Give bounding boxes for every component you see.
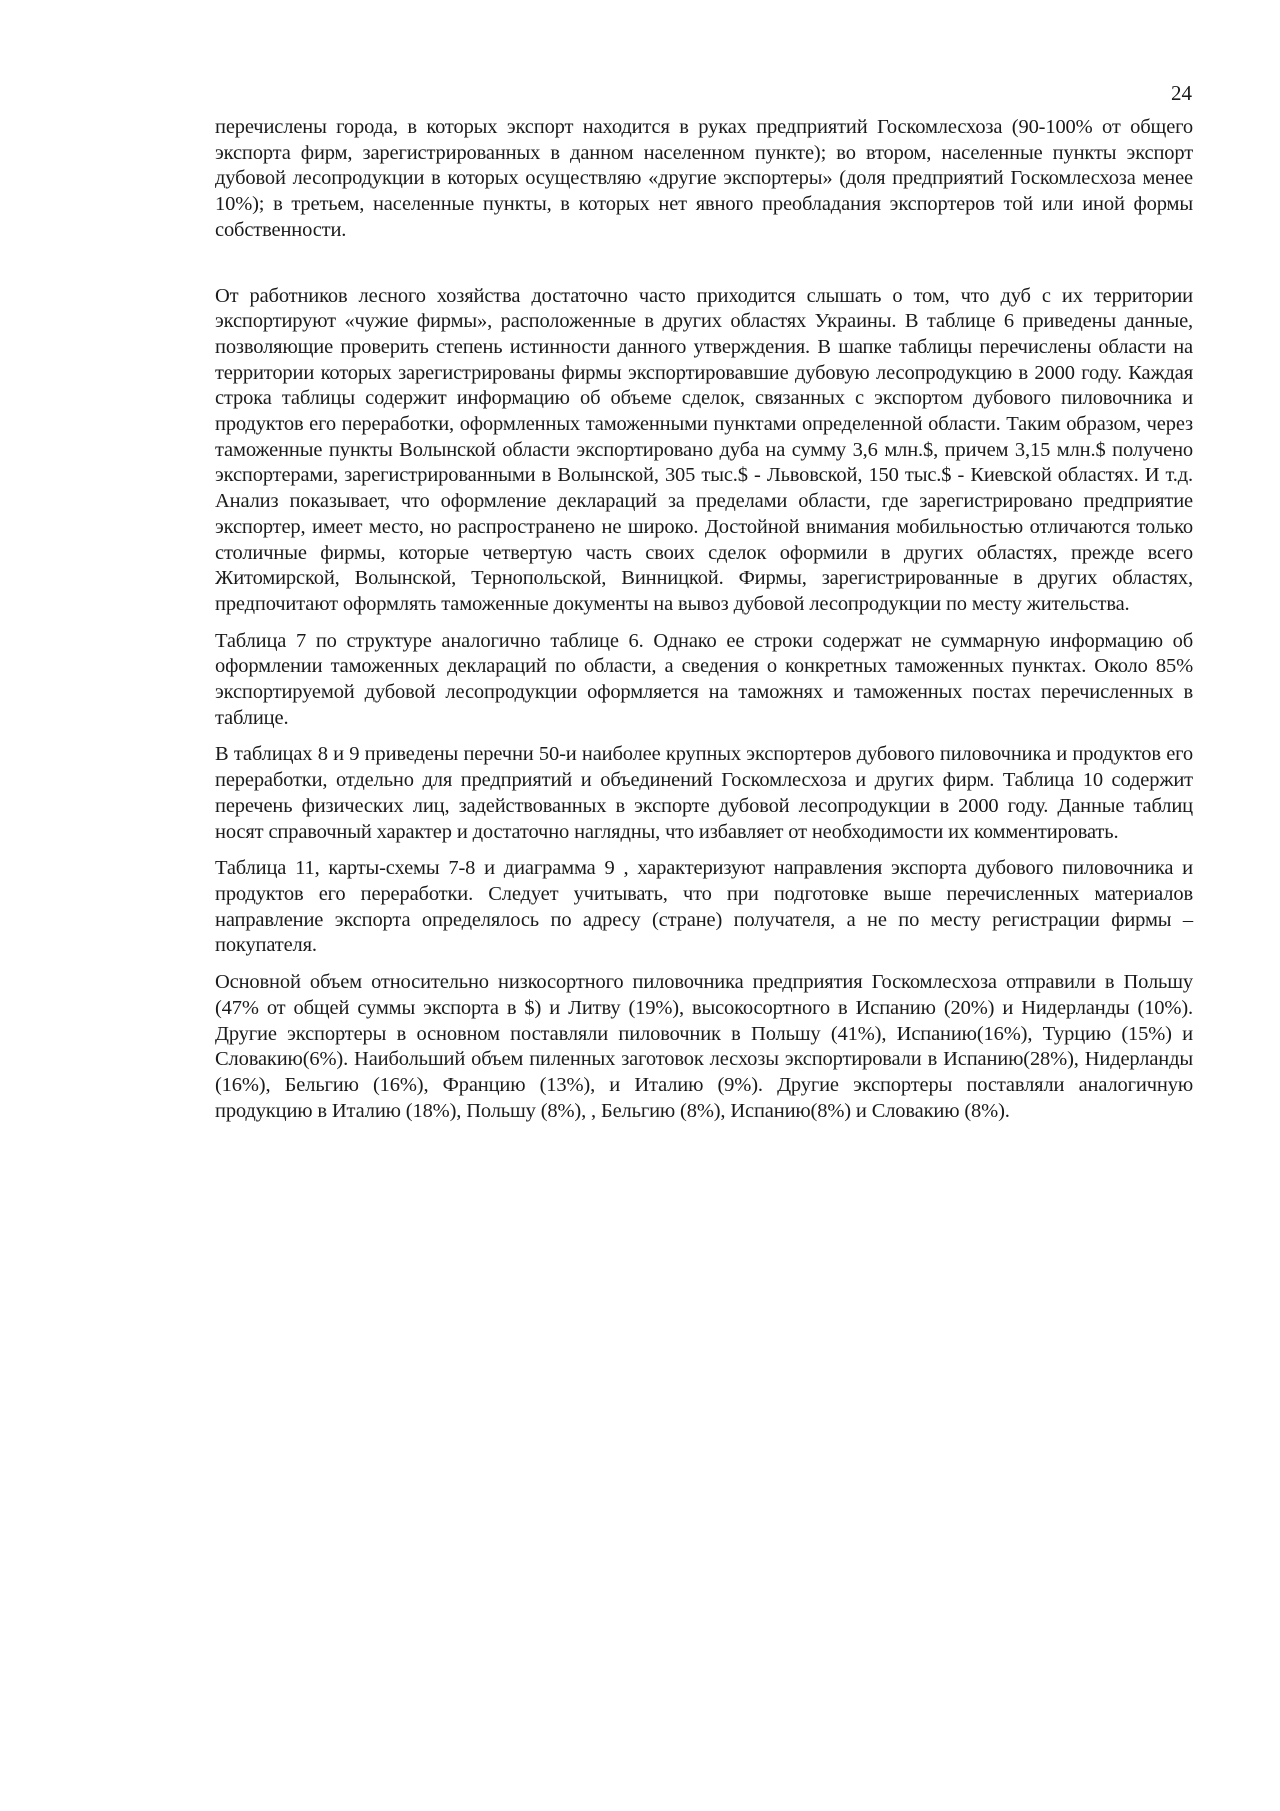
paragraph-spacer bbox=[215, 959, 1193, 970]
document-body bbox=[215, 115, 1193, 1124]
page-number: 24 bbox=[1171, 81, 1192, 105]
paragraph-spacer bbox=[215, 731, 1193, 742]
paragraph-spacer bbox=[215, 244, 1193, 284]
paragraph-city-groups: перечислены города, в которых экспорт находится в руках предприятий Госкомлесхоза (90-100% от общего экспорта фирм, зарегистрированных в данном населенном пункте); во втором, населенные пункты экспорт дубовой лесопродукции в которых осуществляю «другие экспортеры» (доля предприятий Госкомлесхоза менее 10%); в третьем, населенные пункты, в которых нет явного преобладания экспортеров той или иной формы собственности. bbox=[215, 116, 1193, 241]
paragraph-tables-8-10: В таблицах 8 и 9 приведены перечни 50-и наиболее крупных экспортеров дубового пиловочника и продуктов его переработки, отдельно для предприятий и объединений Госкомлесхоза и других фирм. Таблица 10 содержит перечень физических лиц, задействованных в экспорте дубовой лесопродукции в 2000 году. Данные таблиц носят справочный характер и достаточно наглядны, что избавляет от необходимости их комментировать. bbox=[215, 743, 1193, 843]
paragraph-table-6: От работников лесного хозяйства достаточно часто приходится слышать о том, что дуб с их территории экспортируют «чужие фирмы», расположенные в других областях Украины. В таблице 6 приведены данные, позволяющие проверить степень истинности данного утверждения. В шапке таблицы перечислены области на территории которых зарегистрированы фирмы экспортировавшие дубовую лесопродукцию в 2000 году. Каждая строка таблицы содержит информацию об объеме сделок, связанных с экспортом дубового пиловочника и продуктов его переработки, оформленных таможенными пунктами определенной области. Таким образом, через таможенные пункты Волынской области экспортировано дуба на сумму 3,6 млн.$, причем 3,15 млн.$ получено экспортерами, зарегистрированными в Волынской, 305 тыс.$ - Львовской, 150 тыс.$ - Киевской областях. И т.д. Анализ показывает, что оформление деклараций за пределами области, где зарегистрировано предприятие экспортер, имеет место, но распространено не широко. Достойной внимания мобильностью отличаются только столичные фирмы, которые четвертую часть своих сделок оформили в других областях, прежде всего Житомирской, Волынской, Тернопольской, Винницкой. Фирмы, зарегистрированные в других областях, предпочитают оформлять таможенные документы на вывоз дубовой лесопродукции по месту жительства. bbox=[215, 284, 1193, 615]
paragraph-spacer bbox=[215, 618, 1193, 629]
paragraph-table-11: Таблица 11, карты-схемы 7-8 и диаграмма 9 , характеризуют направления экспорта дубового пиловочника и продуктов его переработки. Следует учитывать, что при подготовке выше перечисленных материалов направление экспорта определялось по адресу (стране) получателя, а не по месту регистрации фирмы – покупателя. bbox=[215, 857, 1193, 957]
paragraph-spacer bbox=[215, 845, 1193, 856]
paragraph-export-directions: Основной объем относительно низкосортного пиловочника предприятия Госкомлесхоза отправили в Польшу (47% от общей суммы экспорта в $) и Литву (19%), высокосортного в Испанию (20%) и Нидерланды (10%). Другие экспортеры в основном поставляли пиловочник в Польшу (41%), Испанию(16%), Турцию (15%) и Словакию(6%). Наибольший объем пиленных заготовок лесхозы экспортировали в Испанию(28%), Нидерланды (16%), Бельгию (16%), Францию (13%), и Италию (9%). Другие экспортеры поставляли аналогичную продукцию в Италию (18%), Польшу (8%), , Бельгию (8%), Испанию(8%) и Словакию (8%). bbox=[215, 971, 1193, 1122]
paragraph-table-7: Таблица 7 по структуре аналогично таблице 6. Однако ее строки содержат не суммарную информацию об оформлении таможенных деклараций по области, а сведения о конкретных таможенных пунктах. Около 85% экспортируемой дубовой лесопродукции оформляется на таможнях и таможенных постах перечисленных в таблице. bbox=[215, 629, 1193, 729]
